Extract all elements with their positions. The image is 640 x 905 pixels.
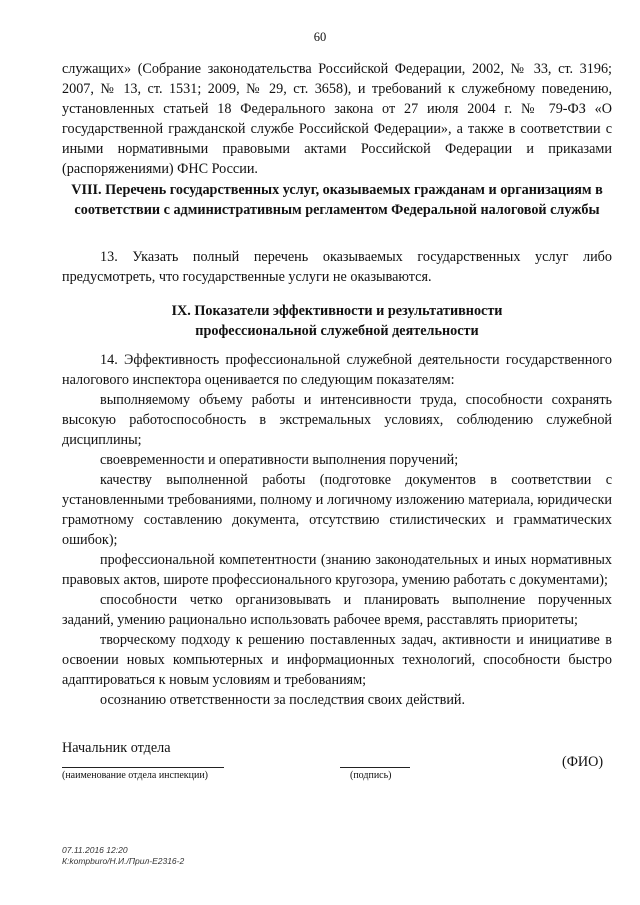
indicator-item: выполняемому объему работы и интенсивности труда, способности сохранять высокую работоспособность в экстремальных условиях, соблюдению служебной дисциплины;	[62, 392, 612, 448]
intro-paragraph	[62, 59, 612, 179]
footer-file-path: К:kompburo/Н.И./Прил-Е2316-2	[62, 856, 185, 866]
intro-text: служащих» (Собрание законодательства Российской Федерации, 2002, № 33, ст. 3196; 2007, № 13, ст. 1531; 2009, № 29, ст. 3658), и требований к служебному поведению, установленных статьей 18 Федерального закона от 27 июля 2004 г. № 79-ФЗ «О государственной гражданской службе Российской Федерации», а также в соответствии с иными нормативными правовыми актами Российской Федерации и приказами (распоряжениями) ФНС России.	[62, 61, 612, 177]
indicator-item: способности четко организовывать и планировать выполнение порученных заданий, умению рационально использовать рабочее время, расставлять приоритеты;	[62, 592, 612, 628]
paragraph-14-text: 14. Эффективность профессиональной служебной деятельности государственного налогового инспектора оценивается по следующим показателям:	[62, 352, 612, 388]
indicator-item: качеству выполненной работы (подготовке документов в соответствии с установленными требованиями, полному и логичному изложению материала, юридически грамотному составлению документа, отсутствию стилистических и грамматических ошибок);	[62, 472, 612, 548]
indicator-item: осознанию ответственности за последствия своих действий.	[100, 692, 466, 708]
paragraph-13	[62, 247, 612, 287]
signature-line	[340, 767, 410, 768]
page-number: 60	[313, 30, 327, 44]
indicator-item: своевременности и оперативности выполнения поручений;	[100, 452, 459, 468]
department-signature-line	[62, 767, 224, 768]
footer-date: 07.11.2016 12:20	[62, 845, 128, 855]
section-ix-heading	[62, 301, 612, 341]
paragraph-14	[62, 350, 612, 710]
indicator-item: профессиональной компетентности (знанию законодательных и иных нормативных правовых актов, широте профессионального кругозора, умению работать с документами);	[62, 552, 612, 588]
paragraph-13-text: 13. Указать полный перечень оказываемых государственных услуг либо предусмотреть, что государственные услуги не оказываются.	[62, 249, 612, 285]
section-viii-heading: VIII. Перечень государственных услуг, оказываемых гражданам и организациям в соответствии с административным регламентом Федеральной налоговой службы	[71, 182, 603, 218]
signature-caption: (подпись)	[350, 770, 392, 781]
fio-label: (ФИО)	[562, 754, 604, 770]
indicator-item: творческому подходу к решению поставленных задач, активности и инициативе в освоении новых компьютерных и информационных технологий, способности быстро адаптироваться к новым условиям и требованиям;	[62, 632, 612, 688]
section-ix-title-line2: профессиональной служебной деятельности	[195, 323, 479, 339]
signature-title: Начальник отдела	[62, 740, 171, 756]
section-ix-title-line1: IX. Показатели эффективности и результативности	[171, 303, 503, 319]
department-caption: (наименование отдела инспекции)	[62, 770, 208, 781]
